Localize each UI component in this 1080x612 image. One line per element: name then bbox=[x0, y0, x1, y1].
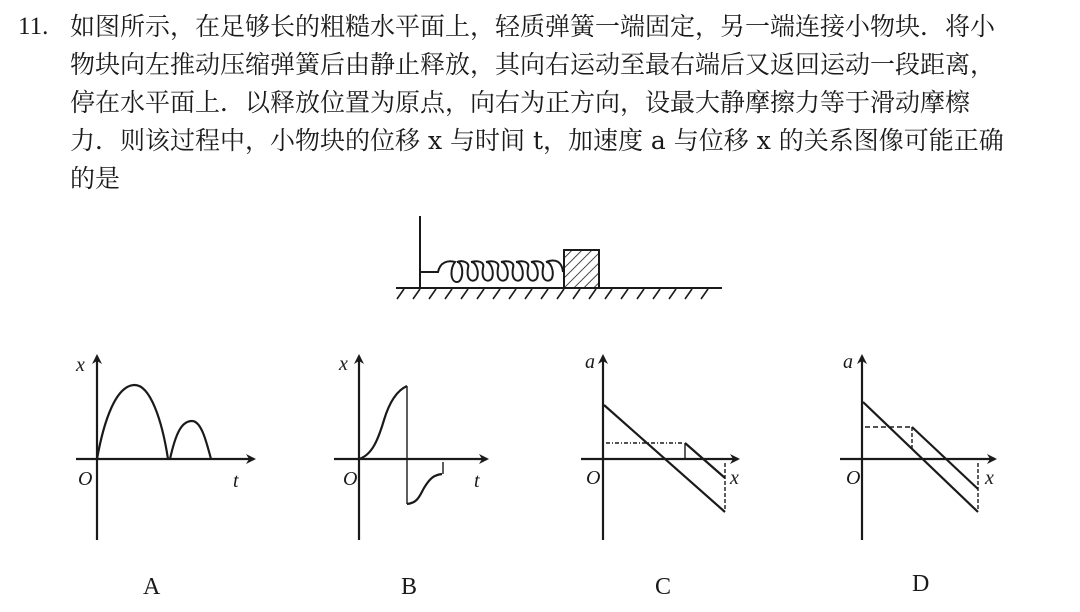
graph-a-y-label: x bbox=[76, 354, 85, 376]
option-b-label: B bbox=[401, 574, 418, 600]
graph-c-origin: O bbox=[586, 467, 601, 489]
question-line-3: 停在水平面上．以释放位置为原点，向右为正方向，设最大静摩擦力等于滑动摩檫 bbox=[70, 88, 971, 117]
graph-a-curve-1 bbox=[97, 385, 168, 459]
spring bbox=[420, 260, 563, 282]
graph-c-y-label: a bbox=[585, 351, 595, 373]
graph-a-origin: O bbox=[78, 468, 93, 490]
question-line-5: 的是 bbox=[70, 164, 121, 193]
graph-c bbox=[581, 356, 738, 540]
block bbox=[564, 250, 599, 288]
option-c-label: C bbox=[655, 574, 672, 600]
question-line-4: 力．则该过程中，小物块的位移 x 与时间 t，加速度 a 与位移 x 的关系图像可能正确 bbox=[70, 126, 1004, 155]
graph-d-line-1 bbox=[863, 402, 978, 512]
spring-block-diagram bbox=[396, 216, 722, 299]
graph-b-origin: O bbox=[343, 468, 358, 490]
graph-d-origin: O bbox=[846, 467, 861, 489]
graph-d-x-label: x bbox=[985, 467, 994, 489]
question-number: 11. bbox=[18, 13, 49, 40]
graph-d bbox=[840, 356, 995, 540]
graph-b-curve-2 bbox=[407, 474, 442, 504]
ground-hatching bbox=[397, 289, 708, 299]
option-d-label: D bbox=[912, 571, 930, 597]
graph-a bbox=[76, 356, 254, 540]
option-a-label: A bbox=[143, 574, 161, 600]
question-line-1: 如图所示，在足够长的粗糙水平面上，轻质弹簧一端固定，另一端连接小物块．将小 bbox=[70, 12, 996, 41]
graph-b-y-label: x bbox=[339, 353, 348, 375]
graph-a-curve-2 bbox=[170, 421, 211, 459]
graph-c-x-label: x bbox=[730, 467, 739, 489]
graph-c-line-2 bbox=[685, 443, 725, 478]
graph-b-curve-1 bbox=[359, 386, 407, 459]
question-line-2: 物块向左推动压缩弹簧后由静止释放，其向右运动至最右端后又返回运动一段距离， bbox=[70, 50, 996, 79]
graph-b-x-label: t bbox=[474, 470, 480, 492]
graph-b bbox=[334, 356, 487, 540]
graph-a-x-label: t bbox=[233, 470, 239, 492]
graph-d-y-label: a bbox=[843, 351, 853, 373]
